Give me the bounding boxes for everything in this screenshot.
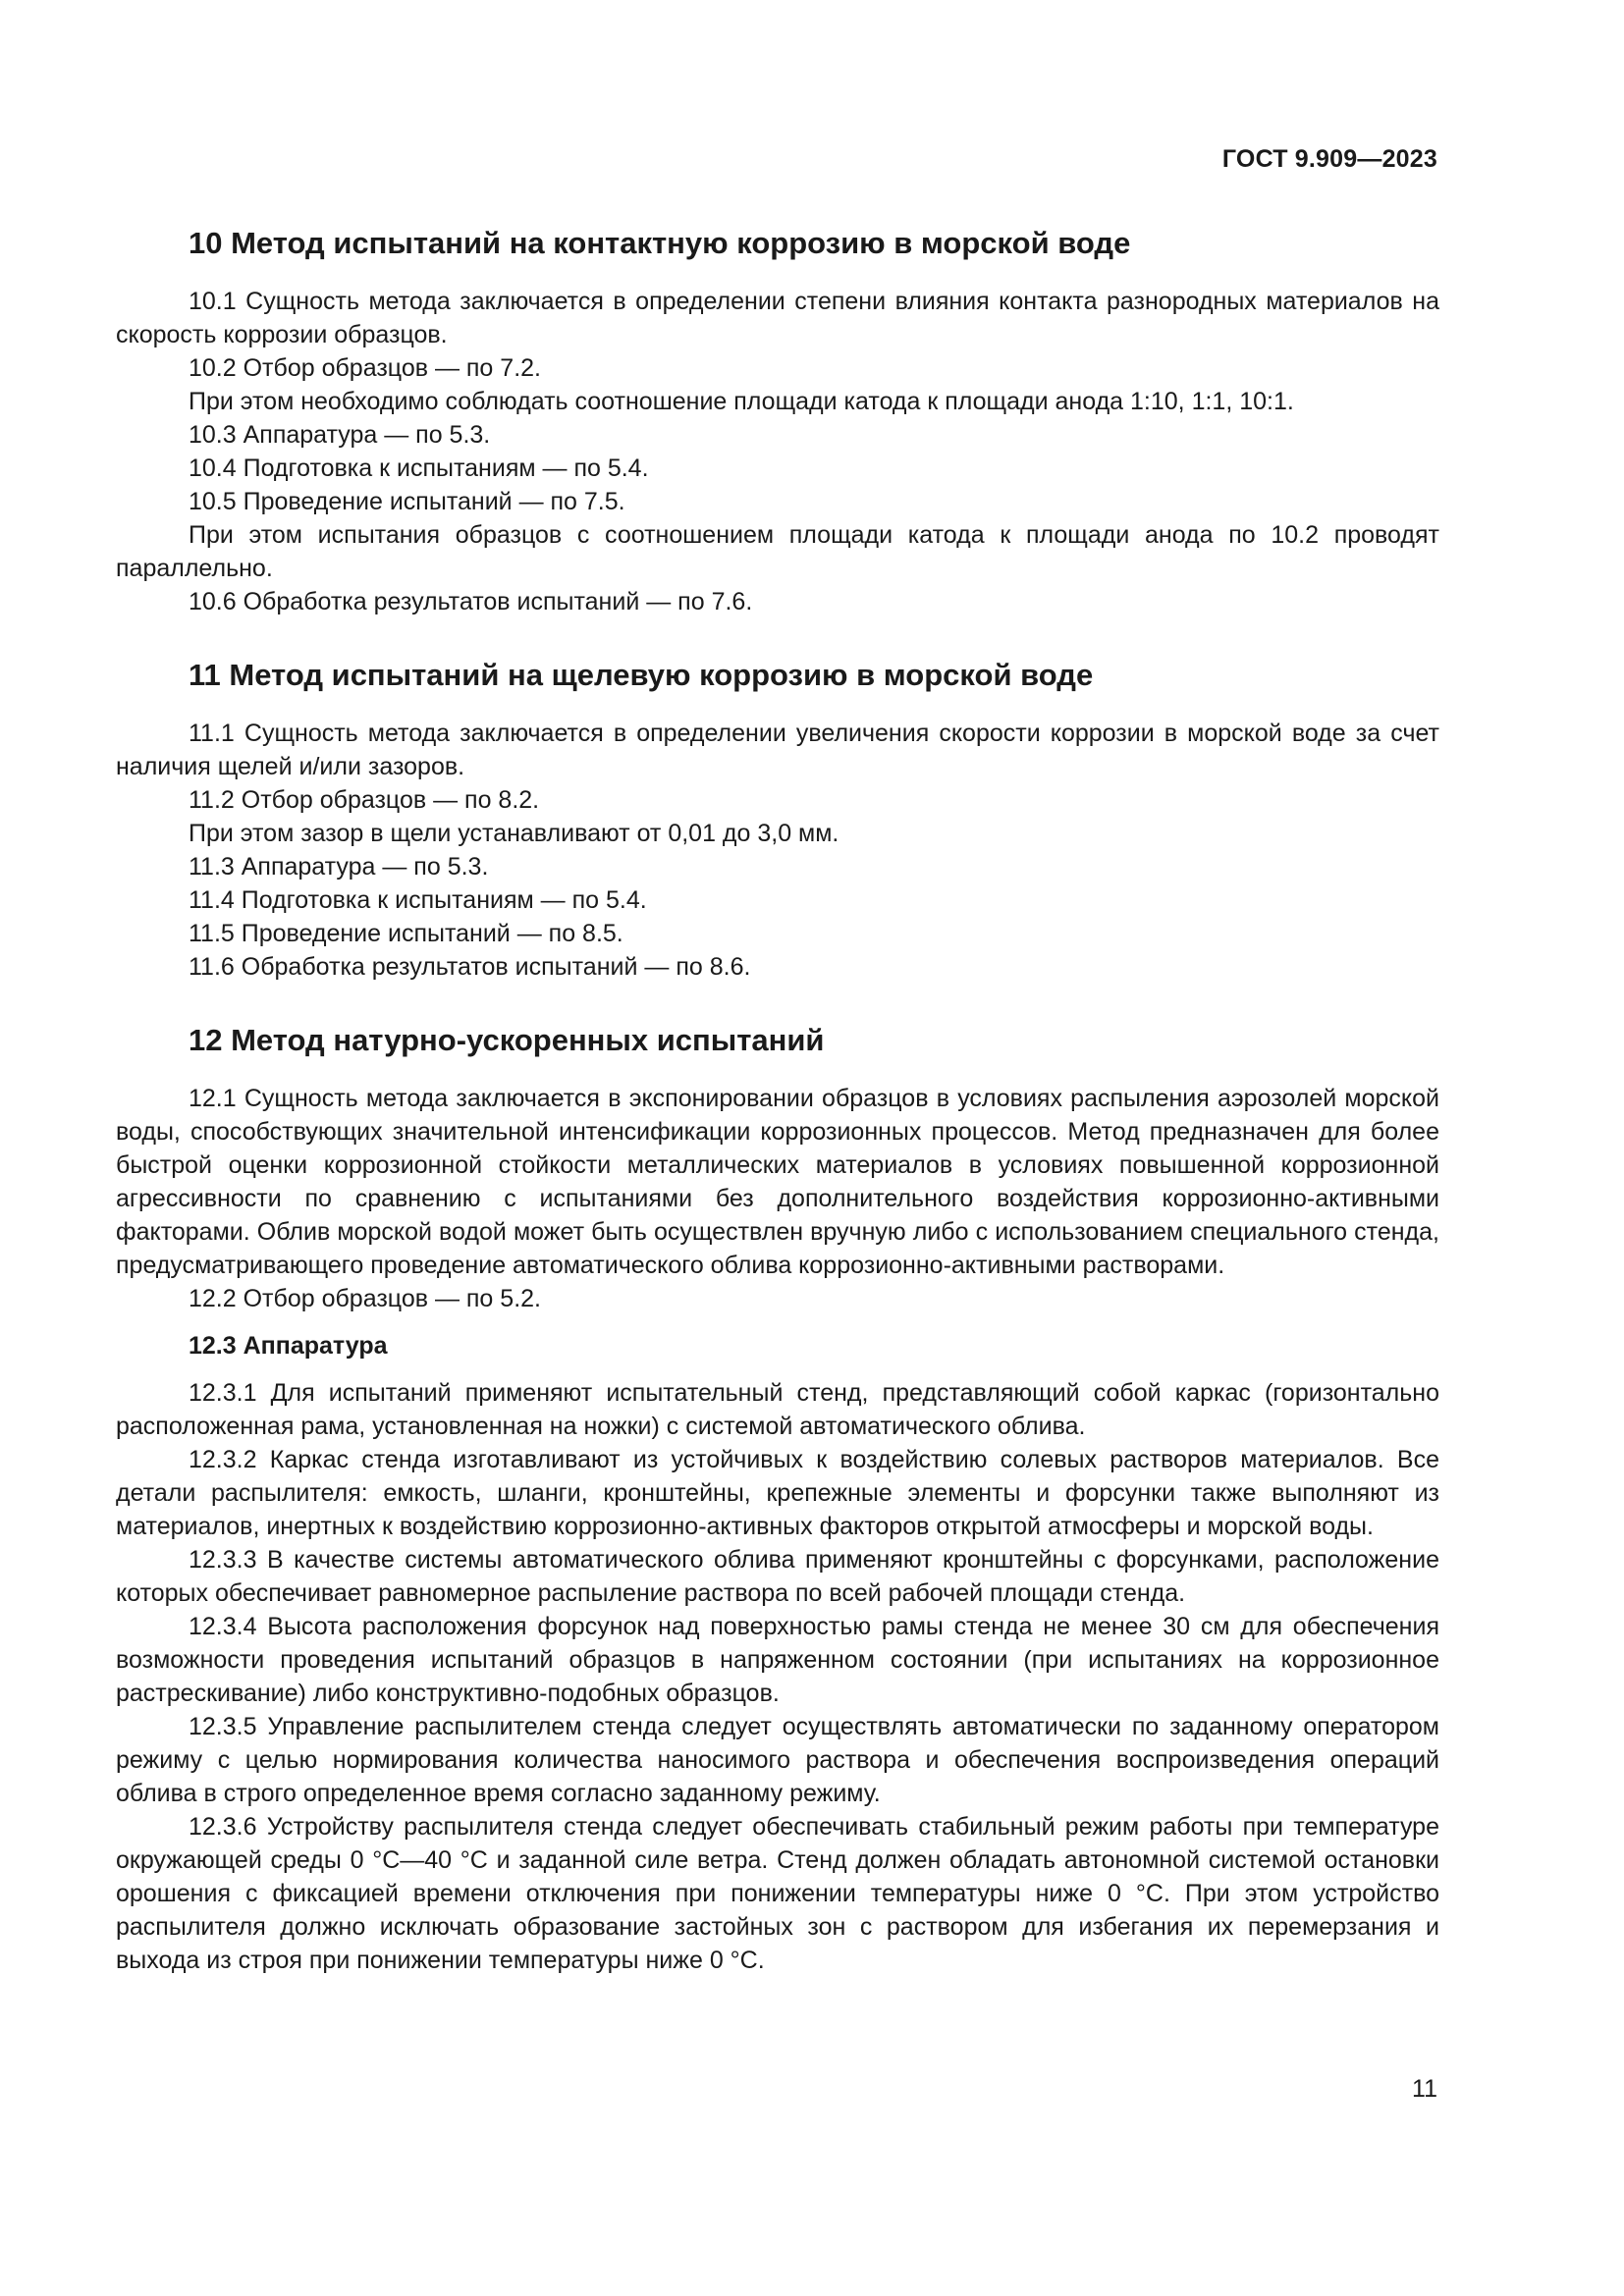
section-11 xyxy=(116,656,1439,984)
section-title: 10 Метод испытаний на контактную коррозию в морской воде xyxy=(189,226,1131,260)
paragraph: 12.3.1 Для испытаний применяют испытательный стенд, представляющий собой каркас (горизонтально расположенная рама, установленная на ножки) с системой автоматического облива. xyxy=(116,1379,1439,1440)
paragraph: 12.1 Сущность метода заключается в экспонировании образцов в условиях распыления аэрозолей морской воды, способствующих значительной интенсификации коррозионных процессов. Метод предназначен для более быстрой оценки коррозионной стойкости металлических материалов в условиях повышенной коррозионной агрессивности по сравнению с испытаниями без дополнительного воздействия коррозионно-активными факторами. Облив морской водой может быть осуществлен вручную либо с использованием специального стенда, предусматривающего проведение автоматического облива коррозионно-активными растворами. xyxy=(116,1085,1439,1279)
paragraph: 10.4 Подготовка к испытаниям — по 5.4. xyxy=(189,454,649,482)
section-title: 12 Метод натурно-ускоренных испытаний xyxy=(189,1023,825,1057)
paragraph: При этом зазор в щели устанавливают от 0,01 до 3,0 мм. xyxy=(189,820,839,847)
paragraph: 10.2 Отбор образцов — по 7.2. xyxy=(189,354,541,382)
paragraph: 10.6 Обработка результатов испытаний — по 7.6. xyxy=(189,588,753,615)
section-10 xyxy=(116,224,1439,618)
paragraph: При этом необходимо соблюдать соотношение площади катода к площади анода 1:10, 1:1, 10:1. xyxy=(189,388,1294,415)
paragraph: 10.1 Сущность метода заключается в определении степени влияния контакта разнородных материалов на скорость коррозии образцов. xyxy=(116,288,1439,348)
paragraph: 12.3.5 Управление распылителем стенда следует осуществлять автоматически по заданному оператором режиму с целью нормирования количества наносимого раствора и обеспечения воспроизведения операций облива в строго определенное время согласно заданному режиму. xyxy=(116,1713,1439,1807)
section-title: 11 Метод испытаний на щелевую коррозию в морской воде xyxy=(189,658,1094,692)
document-header: ГОСТ 9.909—2023 xyxy=(1221,145,1437,173)
paragraph: 11.5 Проведение испытаний — по 8.5. xyxy=(189,920,623,947)
paragraph: 12.3.4 Высота расположения форсунок над поверхностью рамы стенда не менее 30 см для обеспечения возможности проведения испытаний образцов в напряженном состоянии (при испытаниях на коррозионное растрескивание) либо конструктивно-подобных образцов. xyxy=(116,1613,1439,1707)
subsection-title: 12.3 Аппаратура xyxy=(189,1332,388,1360)
paragraph: 11.3 Аппаратура — по 5.3. xyxy=(189,853,489,881)
paragraph: 11.4 Подготовка к испытаниям — по 5.4. xyxy=(189,886,647,914)
paragraph: При этом испытания образцов с соотношением площади катода к площади анода по 10.2 проводят параллельно. xyxy=(116,521,1439,582)
paragraph: 11.1 Сущность метода заключается в определении увеличения скорости коррозии в морской воде за счет наличия щелей и/или зазоров. xyxy=(116,720,1439,780)
paragraph: 12.3.2 Каркас стенда изготавливают из устойчивых к воздействию солевых растворов материалов. Все детали распылителя: емкость, шланги, кронштейны, крепежные элементы и форсунки также выполняют из материалов, инертных к воздействию коррозионно-активных факторов открытой атмосферы и морской воды. xyxy=(116,1446,1439,1540)
paragraph: 11.2 Отбор образцов — по 8.2. xyxy=(189,786,540,814)
paragraph: 11.6 Обработка результатов испытаний — по 8.6. xyxy=(189,953,751,981)
page-number: 11 xyxy=(1412,2075,1437,2103)
paragraph: 10.3 Аппаратура — по 5.3. xyxy=(189,421,491,449)
section-12 xyxy=(116,1021,1439,1977)
paragraph: 12.3.3 В качестве системы автоматического облива применяют кронштейны с форсунками, расположение которых обеспечивает равномерное распыление раствора по всей рабочей площади стенда. xyxy=(116,1546,1439,1607)
paragraph: 12.3.6 Устройству распылителя стенда следует обеспечивать стабильный режим работы при температуре окружающей среды 0 °С—40 °С и заданной силе ветра. Стенд должен обладать автономной системой остановки орошения с фиксацией времени отключения при понижении температуры ниже 0 °С. При этом устройство распылителя должно исключать образование застойных зон с раствором для избегания их перемерзания и выхода из строя при понижении температуры ниже 0 °С. xyxy=(116,1813,1439,1974)
paragraph: 12.2 Отбор образцов — по 5.2. xyxy=(189,1285,541,1312)
document-body xyxy=(116,224,1439,1977)
paragraph: 10.5 Проведение испытаний — по 7.5. xyxy=(189,488,625,515)
